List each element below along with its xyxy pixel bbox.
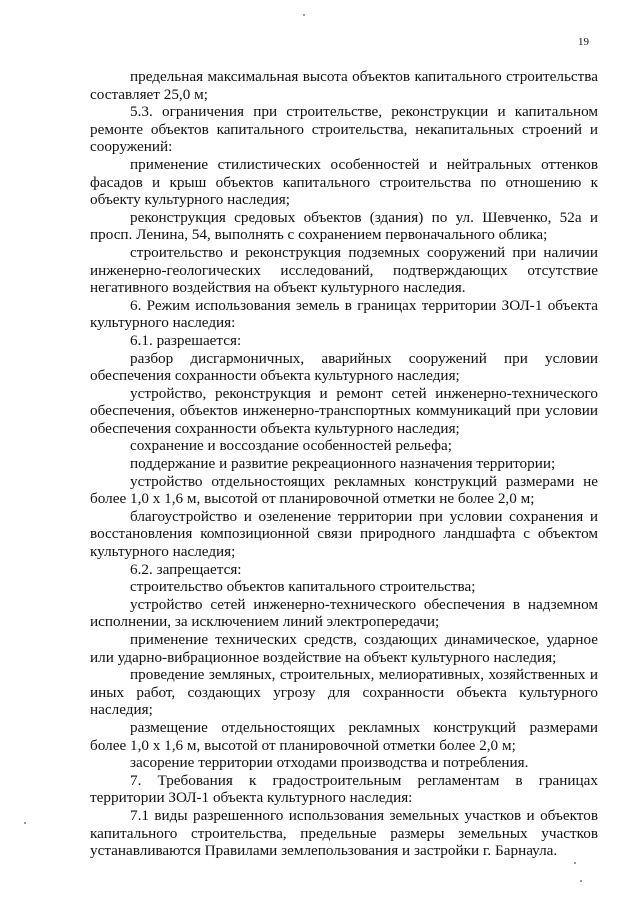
- paragraph-vibration: применение технических средств, создающих динамическое, ударное или ударно-вибрационное воздействие на объект культурного наследия;: [90, 631, 598, 666]
- paragraph-stylistic-features: применение стилистических особенностей и нейтральных оттенков фасадов и крыш объектов капитального строительства по отношению к объекту культурного наследия;: [90, 155, 598, 209]
- scan-speck: [580, 880, 582, 882]
- paragraph-6-2-prohibited: 6.2. запрещается:: [130, 560, 242, 578]
- paragraph-advertising-prohibited: размещение отдельностоящих рекламных конструкций размерами более 1,0 х 1,6 м, высотой от планировочной отметки более 2,0 м;: [90, 718, 598, 754]
- paragraph-6-land-use-regime: 6. Режим использования земель в границах территории ЗОЛ-1 объекта культурного наследия:: [90, 296, 598, 332]
- paragraph-relief-preservation: сохранение и воссоздание особенностей рельефа;: [130, 437, 452, 455]
- scan-speck: [303, 14, 305, 16]
- paragraph-advertising-allowed: устройство отдельностоящих рекламных конструкций размерами не более 1,0 х 1,6 м, высотой от планировочной отметки не более 2,0 м;: [90, 472, 598, 508]
- paragraph-capital-construction: строительство объектов капитального строительства;: [130, 578, 476, 596]
- paragraph-underground-structures: строительство и реконструкция подземных сооружений при наличии инженерно-геологических исследований, подтверждающих отсутствие негативного воздействия на объект культурного наследия.: [90, 243, 598, 297]
- scan-speck: [574, 862, 576, 864]
- scan-speck: [24, 822, 26, 824]
- paragraph-max-height: предельная максимальная высота объектов капитального строительства составляет 25,0 м;: [90, 68, 598, 103]
- paragraph-6-1-allowed: 6.1. разрешается:: [130, 331, 242, 349]
- paragraph-7-requirements: 7. Требования к градостроительным регламентам в границах территории ЗОЛ-1 объекта культурного наследия:: [90, 771, 598, 807]
- paragraph-landscaping: благоустройство и озеленение территории при условии сохранения и восстановления композиционной связи природного ландшафта с объектом культурного наследия;: [90, 507, 598, 561]
- paragraph-reconstruction-shevchenko: реконструкция средовых объектов (здания) по ул. Шевченко, 52а и просп. Ленина, 54, выполнять с сохранением первоначального облика;: [90, 208, 598, 244]
- paragraph-networks-repair: устройство, реконструкция и ремонт сетей инженерно-технического обеспечения, объектов инженерно-транспортных коммуникаций при условии обеспечения сохранности объекта культурного наследия;: [90, 384, 598, 437]
- paragraph-earthworks: проведение земляных, строительных, мелиоративных, хозяйственных и иных работ, создающих угрозу для сохранности объекта культурного наследия;: [90, 666, 598, 719]
- page-number: 19: [578, 36, 589, 48]
- document-body: [90, 68, 598, 860]
- paragraph-overhead-networks: устройство сетей инженерно-технического обеспечения в надземном исполнении, за исключением линий электропередачи;: [90, 595, 598, 631]
- paragraph-waste: засорение территории отходами производства и потребления.: [130, 754, 529, 772]
- paragraph-5-3-restrictions: 5.3. ограничения при строительстве, реконструкции и капитальном ремонте объектов капитального строительства, некапитальных строений и сооружений:: [90, 103, 598, 156]
- paragraph-7-1-permitted-uses: 7.1 виды разрешенного использования земельных участков и объектов капитального строительства, предельные размеры земельных участков устанавливаются Правилами землепользования и застройки г. Барнаула.: [90, 806, 598, 860]
- paragraph-demolition: разбор дисгармоничных, аварийных сооружений при условии обеспечения сохранности объекта культурного наследия;: [90, 349, 598, 385]
- paragraph-recreation: поддержание и развитие рекреационного назначения территории;: [130, 455, 556, 473]
